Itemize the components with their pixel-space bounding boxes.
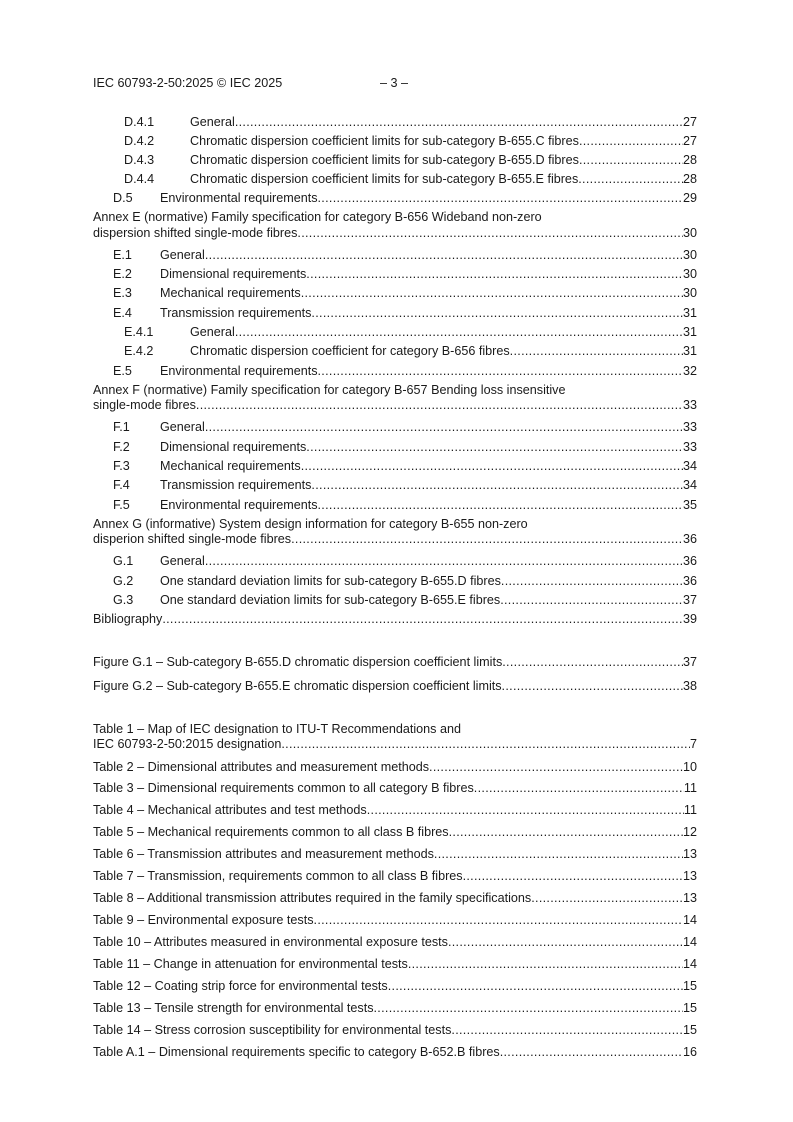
entry-page-number: 28 [682,153,697,167]
entry-title: General [160,420,205,434]
entry-number: E.3 [113,286,132,300]
dot-leader [408,956,683,972]
toc-entry[interactable] [93,114,697,130]
table-list-entry[interactable] [93,1022,697,1038]
entry-title: General [160,554,205,568]
dot-leader [429,759,683,775]
entry-title: Table 10 – Attributes measured in environmental exposure tests [93,935,448,949]
table-list-entry[interactable] [93,934,697,950]
dot-leader [502,654,683,670]
dot-leader [367,802,684,818]
page-number: – 3 – [380,76,409,90]
dot-leader [474,780,684,796]
entry-title: Table 8 – Additional transmission attributes required in the family specifications [93,891,532,905]
toc-entry[interactable] [93,266,697,282]
page-header [93,76,409,90]
entry-page-number: 30 [682,226,697,240]
entry-title: disperion shifted single-mode fibres [93,532,292,546]
entry-page-number: 31 [682,306,697,320]
entry-title: General [190,325,235,339]
toc-entry-title-line1: Annex E (normative) Family specification for category B-656 Wideband non-zero [93,210,542,224]
entry-title: Transmission requirements [160,306,312,320]
entry-title: Chromatic dispersion coefficient limits for sub-category B-655.E fibres [190,172,579,186]
dot-leader [314,912,683,928]
toc-entry[interactable] [93,592,697,608]
table-list-entry-title-line1: Table 1 – Map of IEC designation to ITU-T Recommendations and [93,722,461,736]
entry-title: Table 7 – Transmission, requirements common to all class B fibres [93,869,463,883]
entry-title: Mechanical requirements [160,286,301,300]
toc-entry[interactable] [93,285,697,301]
dot-leader [162,611,683,627]
entry-title: Table 4 – Mechanical attributes and test methods [93,803,367,817]
toc-entry[interactable] [93,171,697,187]
toc-entry[interactable] [93,419,697,435]
entry-page-number: 31 [682,344,697,358]
dot-leader [291,531,683,547]
document-id: IEC 60793-2-50:2025 © IEC 2025 [93,76,283,90]
dot-leader [205,419,683,435]
dot-leader [311,305,683,321]
entry-page-number: 34 [682,478,697,492]
dot-leader [306,439,683,455]
entry-number: D.4.2 [124,134,155,148]
toc-entry[interactable] [93,324,697,340]
table-list-entry[interactable] [93,978,697,994]
entry-page-number: 30 [682,248,697,262]
entry-page-number: 15 [682,1001,697,1015]
dot-leader [531,890,683,906]
dot-leader [205,247,683,263]
dot-leader [451,1022,683,1038]
entry-page-number: 38 [682,679,697,693]
dot-leader [448,934,683,950]
entry-number: F.3 [113,459,130,473]
dot-leader [510,343,683,359]
entry-page-number: 11 [683,781,697,795]
entry-page-number: 15 [682,979,697,993]
dot-leader [318,363,683,379]
toc-entry[interactable] [93,611,697,627]
entry-title: One standard deviation limits for sub-category B-655.D fibres [160,574,501,588]
entry-title: Table 5 – Mechanical requirements common to all class B fibres [93,825,449,839]
entry-number: D.4.3 [124,153,155,167]
entry-page-number: 11 [683,803,697,817]
entry-title: Table 13 – Tensile strength for environmental tests [93,1001,374,1015]
entry-page-number: 27 [682,115,697,129]
table-list-entry[interactable] [93,824,697,840]
dot-leader [306,266,683,282]
entry-page-number: 36 [682,554,697,568]
dot-leader [501,573,683,589]
figure-list-entry[interactable] [93,678,697,694]
entry-page-number: 13 [682,847,697,861]
dot-leader [388,978,683,994]
dot-leader [196,397,683,413]
toc-entry[interactable] [93,190,697,206]
entry-title: Dimensional requirements [160,267,307,281]
dot-leader [500,1044,683,1060]
entry-title: Environmental requirements [160,498,318,512]
entry-title: dispersion shifted single-mode fibres [93,226,298,240]
entry-title: Figure G.1 – Sub-category B-655.D chromatic dispersion coefficient limits [93,655,503,669]
entry-number: E.2 [113,267,132,281]
entry-number: E.4 [113,306,132,320]
figure-list-entry[interactable] [93,654,697,670]
dot-leader [235,324,683,340]
entry-page-number: 10 [682,760,697,774]
toc-entry[interactable] [93,477,697,493]
table-list-entry[interactable] [93,780,697,796]
entry-number: G.3 [113,593,134,607]
table-list-entry[interactable] [93,956,697,972]
dot-leader [463,868,683,884]
entry-title: Table 9 – Environmental exposure tests [93,913,314,927]
entry-page-number: 16 [682,1045,697,1059]
toc-entry[interactable] [93,439,697,455]
entry-title: Table 14 – Stress corrosion susceptibility for environmental tests [93,1023,452,1037]
entry-page-number: 39 [682,612,697,626]
dot-leader [500,592,683,608]
entry-page-number: 15 [682,1023,697,1037]
entry-page-number: 36 [682,532,697,546]
entry-title: Table 12 – Coating strip force for environmental tests [93,979,388,993]
toc-entry-title-line1: Annex G (informative) System design information for category B-655 non-zero [93,517,528,531]
dot-leader [578,171,683,187]
entry-title: Table 11 – Change in attenuation for environmental tests [93,957,408,971]
toc-entry[interactable] [93,247,697,263]
dot-leader [311,477,683,493]
toc-entry[interactable] [93,305,697,321]
entry-number: F.1 [113,420,130,434]
entry-title: Figure G.2 – Sub-category B-655.E chromatic dispersion coefficient limits [93,679,502,693]
dot-leader [449,824,683,840]
toc-entry[interactable] [93,225,697,241]
toc-entry[interactable] [93,343,697,359]
table-list-entry[interactable] [93,759,697,775]
entry-number: E.1 [113,248,132,262]
entry-title: Environmental requirements [160,191,318,205]
entry-page-number: 14 [682,913,697,927]
entry-page-number: 31 [682,325,697,339]
dot-leader [205,553,683,569]
entry-page-number: 14 [682,957,697,971]
entry-page-number: 29 [682,191,697,205]
entry-page-number: 33 [682,440,697,454]
entry-page-number: 30 [682,267,697,281]
dot-leader [374,1000,683,1016]
entry-page-number: 37 [682,655,697,669]
entry-title: General [190,115,235,129]
toc-entry[interactable] [93,458,697,474]
toc-entry[interactable] [93,152,697,168]
entry-title: Environmental requirements [160,364,318,378]
entry-number: D.4.4 [124,172,155,186]
dot-leader [301,285,683,301]
dot-leader [301,458,683,474]
entry-page-number: 7 [689,737,697,751]
toc-entry[interactable] [93,497,697,513]
entry-title: Table A.1 – Dimensional requirements specific to category B-652.B fibres [93,1045,500,1059]
entry-page-number: 12 [682,825,697,839]
table-list-entry[interactable] [93,1044,697,1060]
toc-entry[interactable] [93,397,697,413]
dot-leader [281,736,690,752]
entry-page-number: 33 [682,398,697,412]
table-list-entry[interactable] [93,890,697,906]
entry-number: F.2 [113,440,130,454]
toc-entry[interactable] [93,363,697,379]
entry-title: Chromatic dispersion coefficient for category B-656 fibres [190,344,510,358]
table-list-entry[interactable] [93,846,697,862]
dot-leader [579,133,683,149]
toc-entry[interactable] [93,133,697,149]
entry-page-number: 36 [682,574,697,588]
entry-title: Table 2 – Dimensional attributes and measurement methods [93,760,430,774]
table-list-entry[interactable] [93,802,697,818]
entry-page-number: 30 [682,286,697,300]
entry-page-number: 37 [682,593,697,607]
entry-page-number: 13 [682,869,697,883]
table-list-entry[interactable] [93,736,697,752]
entry-number: G.2 [113,574,134,588]
entry-title: Mechanical requirements [160,459,301,473]
table-list-entry[interactable] [93,868,697,884]
entry-title: Chromatic dispersion coefficient limits for sub-category B-655.C fibres [190,134,579,148]
entry-title: Table 6 – Transmission attributes and measurement methods [93,847,434,861]
dot-leader [434,846,683,862]
entry-title: Bibliography [93,612,163,626]
entry-number: F.4 [113,478,130,492]
entry-title: General [160,248,205,262]
entry-page-number: 28 [682,172,697,186]
table-list-entry[interactable] [93,1000,697,1016]
dot-leader [318,497,683,513]
dot-leader [579,152,683,168]
entry-title: Chromatic dispersion coefficient limits for sub-category B-655.D fibres [190,153,579,167]
entry-page-number: 27 [682,134,697,148]
entry-number: E.5 [113,364,132,378]
entry-number: E.4.2 [124,344,154,358]
table-list-entry[interactable] [93,912,697,928]
entry-page-number: 34 [682,459,697,473]
entry-page-number: 14 [682,935,697,949]
entry-number: F.5 [113,498,130,512]
entry-number: D.5 [113,191,133,205]
dot-leader [297,225,683,241]
entry-page-number: 32 [682,364,697,378]
entry-title: Dimensional requirements [160,440,307,454]
entry-number: G.1 [113,554,134,568]
entry-title: Transmission requirements [160,478,312,492]
dot-leader [502,678,683,694]
toc-entry[interactable] [93,573,697,589]
entry-number: D.4.1 [124,115,155,129]
toc-entry[interactable] [93,553,697,569]
entry-page-number: 13 [682,891,697,905]
entry-page-number: 35 [682,498,697,512]
entry-title: One standard deviation limits for sub-category B-655.E fibres [160,593,501,607]
entry-title: single-mode fibres [93,398,196,412]
entry-title: IEC 60793-2-50:2015 designation [93,737,282,751]
dot-leader [235,114,683,130]
dot-leader [318,190,683,206]
entry-number: E.4.1 [124,325,154,339]
entry-page-number: 33 [682,420,697,434]
toc-entry[interactable] [93,531,697,547]
entry-title: Table 3 – Dimensional requirements common to all category B fibres [93,781,474,795]
toc-entry-title-line1: Annex F (normative) Family specification for category B-657 Bending loss insensitive [93,383,566,397]
